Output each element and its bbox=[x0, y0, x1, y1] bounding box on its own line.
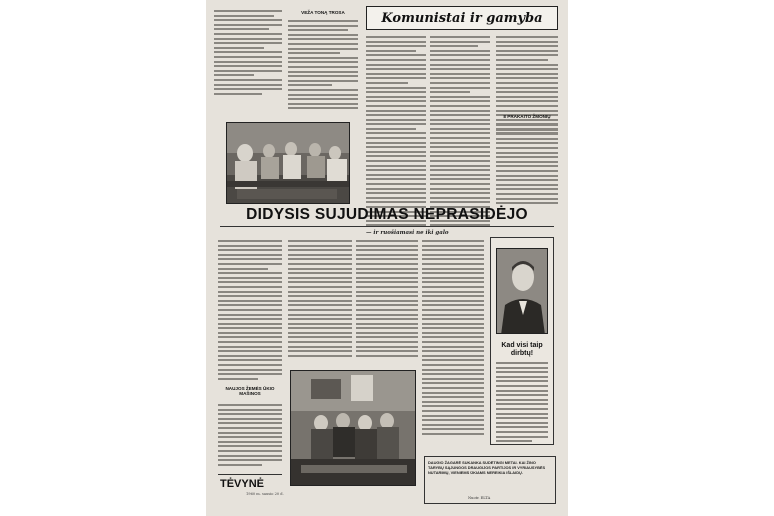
article-column-banner-2 bbox=[430, 36, 490, 229]
section-banner: Komunistai ir gamyba bbox=[366, 6, 558, 30]
article-column-banner-1 bbox=[366, 36, 426, 229]
newspaper-page bbox=[206, 0, 568, 516]
heading-left: NAUJOS ŽEMĖS ŪKIO MAŠINOS bbox=[225, 386, 275, 397]
sidebar-caption: Kad visi taip dirbtų! bbox=[501, 342, 543, 357]
article-column-banner-3 bbox=[496, 36, 558, 137]
article-column-left bbox=[218, 240, 282, 382]
headline-rule bbox=[220, 226, 554, 227]
article-column-top-left bbox=[214, 10, 282, 97]
sidebar-text bbox=[496, 362, 548, 445]
issue-date: 1960 m. sausio 20 d. bbox=[246, 492, 284, 496]
photo-credit: Nuotr. ELTA bbox=[468, 496, 491, 500]
article-column-top-center bbox=[288, 20, 358, 112]
photo-portrait bbox=[496, 248, 548, 334]
photo-women-bottom bbox=[290, 370, 416, 486]
article-column-left-2 bbox=[218, 404, 282, 468]
heading-top-center: VEŽA TONĄ TROSA bbox=[301, 10, 345, 15]
article-column-top-right-2 bbox=[496, 124, 558, 207]
bottom-notice: DAUGIO ŽAGARĖ SUKANKA SUDĖTINGI METAI. KAI ŽINO TARYBŲ SĄJUNGOS DRAUGIJOS PARTIJOS IR VYRIAUSYBĖS NUTARIMŲ, VIENIEMS ŪKIAMS NEREIKIA IŠLAIDŲ. bbox=[428, 460, 546, 475]
main-headline: DIDYSIS SUJUDIMAS NEPRASIDĖJO bbox=[246, 206, 528, 223]
sub-headline: — ir ruošiamasi ne iki galo bbox=[366, 230, 449, 236]
heading-top-right: 8 PRAKAITO ŽMONIŲ bbox=[503, 114, 551, 119]
footer-rule bbox=[218, 474, 282, 475]
photo-workers-top bbox=[226, 122, 350, 204]
article-column-mid-2 bbox=[356, 240, 418, 359]
article-column-mid-3 bbox=[422, 240, 484, 438]
newspaper-logo: TĖVYNĖ bbox=[220, 478, 265, 490]
article-column-mid-1 bbox=[288, 240, 352, 359]
